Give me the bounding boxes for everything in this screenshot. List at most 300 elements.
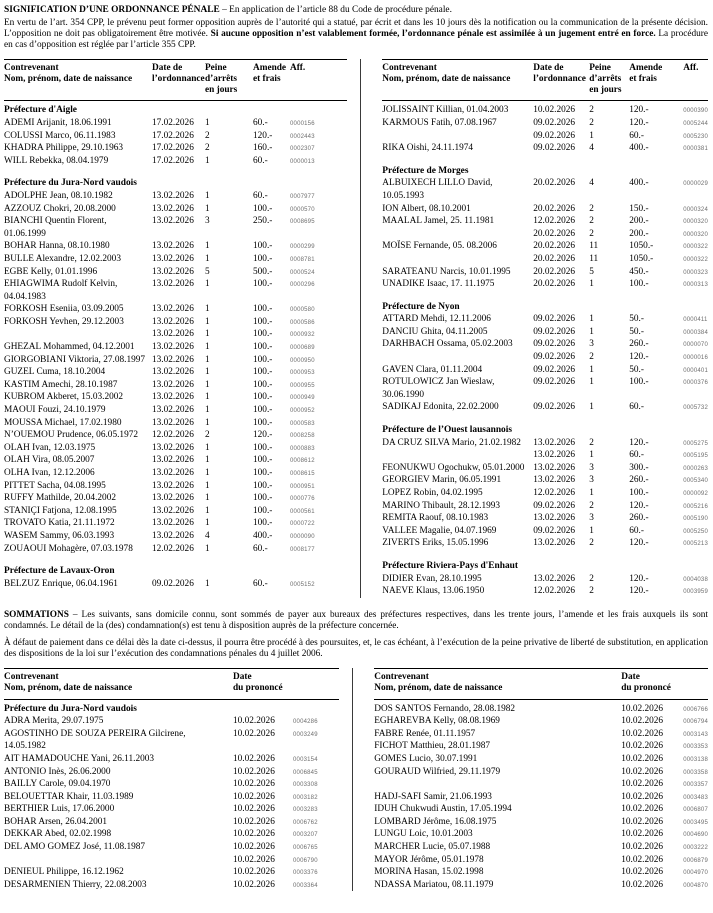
aff-number: 0000323 (683, 269, 708, 276)
aff-number: 0003222 (683, 845, 708, 852)
row-entries (621, 841, 708, 854)
row-entries (233, 766, 339, 779)
peine-days-cell: 2 (589, 228, 594, 239)
entry-line (152, 480, 347, 493)
date-cell: 10.02.2026 (621, 753, 664, 764)
table-row (382, 376, 708, 401)
table-row (4, 240, 347, 253)
table-header (4, 668, 339, 699)
aff-number: 0000524 (290, 269, 315, 276)
aff-number: 0003364 (293, 882, 318, 889)
aff-number: 0005230 (683, 133, 708, 140)
amende-cell: 120.- (253, 430, 273, 441)
date-cell: 12.02.2026 (533, 216, 576, 227)
row-entries (152, 379, 347, 392)
prefecture-section (382, 301, 708, 414)
aff-number: 0006762 (293, 819, 318, 826)
name-cell: BELOUETTAR Khair, 11.03.1989 (4, 791, 134, 802)
name-cell: ROTULOWICZ Jan Wieslaw, 30.06.1990 (382, 377, 495, 400)
row-entries (152, 505, 347, 518)
row-entries (152, 543, 347, 556)
date-cell: 17.02.2026 (152, 143, 194, 154)
entry-line (621, 854, 708, 867)
prefecture-section (4, 177, 347, 555)
table-row (382, 487, 708, 500)
row-entries (152, 155, 347, 168)
name-cell: BOHAR Arsen, 26.04.2001 (4, 816, 108, 827)
entry-line (233, 778, 339, 791)
entry-line (533, 278, 708, 291)
table-row (4, 517, 347, 530)
date-cell: 12.02.2026 (152, 430, 194, 441)
peine-days-cell: 1 (205, 342, 210, 353)
table-row (382, 142, 708, 155)
column-header-line: Contrevenant (374, 672, 429, 683)
row-entries (533, 215, 708, 240)
date-cell: 13.02.2026 (152, 493, 194, 504)
entry-line (152, 117, 347, 130)
aff-number: 0003143 (683, 731, 708, 738)
entry-line (152, 190, 347, 203)
date-cell: 13.02.2026 (152, 405, 194, 416)
row-entries (621, 866, 708, 879)
peine-days-cell: 2 (589, 538, 594, 549)
name-cell: DIDIER Evan, 28.10.1995 (382, 573, 482, 584)
peine-days-cell: 1 (205, 241, 210, 252)
amende-cell: 100.- (253, 518, 273, 529)
peine-days-cell: 11 (589, 253, 599, 264)
aff-number: 0000296 (290, 282, 315, 289)
date-cell: 13.02.2026 (152, 216, 194, 227)
prefecture-section (382, 165, 708, 291)
entry-line (533, 266, 708, 279)
peine-days-cell: 3 (589, 513, 594, 524)
table-row (382, 401, 708, 414)
entry-line (152, 253, 347, 266)
entry-line (152, 266, 347, 279)
name-cell: TROVATO Katia, 21.11.1972 (4, 518, 115, 529)
peine-days-cell: 1 (205, 329, 210, 340)
entry-line (533, 313, 708, 326)
row-entries (152, 240, 347, 253)
row-entries (233, 791, 339, 804)
sommations-section (4, 610, 708, 660)
date-cell: 10.02.2026 (621, 879, 664, 890)
table-row (382, 537, 708, 550)
column-header-contrevenant (382, 63, 533, 95)
column-header-line: Nom, prénom, date de naissance (374, 682, 503, 693)
peine-days-cell: 1 (589, 402, 594, 413)
table-row (4, 442, 347, 455)
entry-line (533, 215, 708, 228)
date-cell: 13.02.2026 (152, 417, 194, 428)
table-row (4, 753, 339, 766)
prefecture-section (4, 104, 347, 167)
peine-days-cell: 1 (589, 525, 594, 536)
entry-line (621, 753, 708, 766)
peine-days-cell: 4 (205, 530, 210, 541)
entry-line (621, 841, 708, 854)
table-row (4, 155, 347, 168)
aff-number: 0005213 (683, 541, 708, 548)
column-header-line: du prononcé (621, 682, 671, 693)
date-cell: 10.02.2026 (233, 804, 275, 815)
amende-cell: 100.- (253, 480, 273, 491)
entry-line (152, 341, 347, 354)
amende-cell: 60.- (629, 450, 644, 461)
section-title: Préfecture de Lavaux-Oron (4, 566, 115, 577)
name-cell: ANTONIO Inès, 26.06.2000 (4, 766, 111, 777)
entry-line (533, 326, 708, 339)
entry-line (152, 517, 347, 530)
date-cell: 10.02.2026 (233, 854, 275, 865)
amende-cell: 100.- (253, 241, 273, 252)
date-cell: 17.02.2026 (152, 130, 194, 141)
name-cell: UNADIKE Isaac, 17. 11.1975 (382, 279, 495, 290)
date-cell: 13.02.2026 (152, 455, 194, 466)
aff-number: 0000156 (290, 120, 315, 127)
table-row (4, 215, 347, 240)
entry-line (233, 879, 339, 892)
entry-line (152, 543, 347, 556)
aff-number: 0000263 (683, 465, 708, 472)
peine-days-cell: 5 (589, 266, 594, 277)
entry-line (621, 740, 708, 753)
date-cell: 10.02.2026 (233, 791, 275, 802)
entry-line (233, 728, 339, 741)
aff-number: 0000313 (683, 282, 708, 289)
row-entries (533, 537, 708, 550)
peine-days-cell: 2 (589, 105, 594, 116)
name-cell: AZZOUZ Chokri, 20.08.2000 (4, 203, 116, 214)
aff-number: 0003959 (683, 589, 708, 596)
name-cell: DA CRUZ SILVA Mario, 21.02.1982 (382, 437, 521, 448)
table-row (4, 379, 347, 392)
name-cell: MARINO Thibault, 28.12.1993 (382, 500, 501, 511)
table-row (4, 879, 339, 892)
aff-number: 0000580 (290, 307, 315, 314)
amende-cell: 60.- (253, 190, 268, 201)
name-cell: LOMBARD Jérôme, 16.08.1975 (374, 816, 497, 827)
date-cell: 10.02.2026 (233, 716, 275, 727)
entry-line (152, 379, 347, 392)
row-entries (533, 376, 708, 401)
row-entries (533, 266, 708, 279)
date-cell: 09.02.2026 (533, 402, 576, 413)
entry-line (621, 803, 708, 816)
aff-number: 0000320 (683, 231, 708, 238)
table-row (4, 203, 347, 216)
row-entries (233, 841, 339, 866)
table-row (4, 492, 347, 505)
name-cell: WASEM Sammy, 06.03.1993 (4, 530, 115, 541)
name-cell: ALBUIXECH LILLO David, 10.05.1993 (382, 178, 493, 201)
amende-cell: 100.- (253, 455, 273, 466)
table-row (4, 866, 339, 879)
table-row (4, 816, 339, 829)
entry-line (152, 328, 347, 341)
table-row (374, 753, 708, 766)
amende-cell: 1050.- (629, 253, 654, 264)
aff-number: 0000092 (683, 491, 708, 498)
entry-line (533, 487, 708, 500)
entry-line (152, 391, 347, 404)
row-entries (152, 354, 347, 367)
entry-line (152, 492, 347, 505)
peine-days-cell: 1 (205, 468, 210, 479)
peine-days-cell: 1 (205, 316, 210, 327)
aff-number: 0000411 (683, 317, 708, 324)
row-entries (533, 437, 708, 462)
amende-cell: 120.- (629, 105, 649, 116)
entry-line (233, 791, 339, 804)
entry-line (621, 828, 708, 841)
name-cell: ZIVERTS Eriks, 15.05.1996 (382, 538, 489, 549)
ordonnance-table-right (382, 59, 708, 597)
peine-days-cell: 11 (589, 241, 599, 252)
aff-number: 0000299 (290, 244, 315, 251)
aff-number: 0000883 (290, 445, 315, 452)
entry-line (152, 240, 347, 253)
table-row (374, 728, 708, 741)
peine-days-cell: 1 (589, 130, 594, 141)
row-entries (533, 313, 708, 326)
row-entries (533, 573, 708, 586)
table-row (374, 791, 708, 804)
date-cell: 17.02.2026 (152, 117, 194, 128)
entry-line (152, 215, 347, 228)
entry-line (533, 117, 708, 130)
entry-line (233, 766, 339, 779)
peine-days-cell: 1 (205, 405, 210, 416)
sommations-text-2: À défaut de paiement dans ce délai dès la date ci-dessus, il pourra être procédé à des poursuites, et, le cas échéant, à l’exécution de la peine privative de liberté de substitution, en application des dispositions de la loi sur l’exécution des condamnations pénales du 4 juillet 2006. (4, 637, 708, 660)
name-cell: GHEZAL Mohammed, 04.12.2001 (4, 342, 135, 353)
date-cell: 09.02.2026 (533, 364, 576, 375)
entry-line (533, 437, 708, 450)
peine-days-cell: 2 (205, 143, 210, 154)
amende-cell: 120.- (629, 437, 649, 448)
table-row (4, 429, 347, 442)
column-header-line: Contrevenant (4, 63, 59, 74)
name-cell: DOS SANTOS Fernando, 28.08.1982 (374, 703, 516, 714)
name-cell: WILL Rebekka, 08.04.1979 (4, 155, 109, 166)
date-cell: 09.02.2026 (533, 525, 576, 536)
peine-days-cell: 2 (589, 203, 594, 214)
aff-number: 0005195 (683, 453, 708, 460)
amende-cell: 200.- (629, 228, 649, 239)
date-cell: 10.02.2026 (621, 766, 664, 777)
date-cell: 10.02.2026 (233, 779, 275, 790)
date-cell: 10.02.2026 (233, 766, 275, 777)
date-cell: 10.02.2026 (621, 703, 664, 714)
signification-title: SIGNIFICATION D’UNE ORDONNANCE PÉNALE (4, 5, 220, 15)
date-cell: 13.02.2026 (152, 190, 194, 201)
row-entries (533, 401, 708, 414)
amende-cell: 120.- (629, 352, 649, 363)
aff-number: 0004870 (683, 882, 708, 889)
name-cell: BOHAR Hanna, 08.10.1980 (4, 241, 110, 252)
table-row (4, 354, 347, 367)
section-title: Préfecture du Jura-Nord vaudois (4, 178, 137, 189)
table-row (4, 341, 347, 354)
row-entries (533, 338, 708, 363)
row-entries (152, 142, 347, 155)
name-cell: RIKA Oishi, 24.11.1974 (382, 143, 474, 154)
peine-days-cell: 1 (205, 518, 210, 529)
table-row (4, 253, 347, 266)
date-cell: 10.02.2026 (233, 829, 275, 840)
table-row (382, 203, 708, 216)
amende-cell: 100.- (253, 367, 273, 378)
aff-number: 0000384 (683, 329, 708, 336)
name-cell: KASTIM Amechi, 28.10.1987 (4, 379, 118, 390)
column-header-line: en jours (589, 84, 622, 95)
table-row (382, 104, 708, 117)
row-entries (152, 467, 347, 480)
aff-number: 0000722 (290, 521, 315, 528)
date-cell: 20.02.2026 (533, 279, 576, 290)
column-header-line: et frais (629, 73, 657, 84)
name-cell: ATTARD Mehdi, 12.11.2006 (382, 314, 491, 325)
table-row (4, 117, 347, 130)
row-entries (152, 578, 347, 591)
column-header-aff (290, 63, 347, 95)
aff-number: 0000029 (683, 181, 708, 188)
amende-cell: 100.- (253, 253, 273, 264)
section-title: Préfecture du Jura-Nord vaudois (4, 703, 137, 714)
date-cell: 10.02.2026 (621, 829, 664, 840)
table-row (382, 278, 708, 291)
date-cell: 12.02.2026 (152, 543, 194, 554)
date-cell: 10.02.2026 (533, 105, 576, 116)
column-header-line: Peine (589, 63, 611, 74)
amende-cell: 100.- (253, 203, 273, 214)
entry-line (152, 278, 347, 291)
entry-line (152, 467, 347, 480)
date-cell: 10.02.2026 (621, 716, 664, 727)
table-row (374, 703, 708, 716)
aff-number: 0003138 (683, 756, 708, 763)
aff-number: 0002307 (290, 146, 315, 153)
date-cell: 13.02.2026 (152, 329, 194, 340)
row-entries (233, 816, 339, 829)
entry-line (533, 253, 708, 266)
row-entries (233, 803, 339, 816)
aff-number: 0005244 (683, 120, 708, 127)
entry-line (152, 417, 347, 430)
table-header (382, 59, 708, 101)
row-entries (152, 429, 347, 442)
aff-number: 0000932 (290, 332, 315, 339)
row-entries (533, 177, 708, 202)
table-row (4, 791, 339, 804)
table-row (4, 530, 347, 543)
table-row (4, 766, 339, 779)
row-entries (152, 404, 347, 417)
section-title: Préfecture de l’Ouest lausannois (382, 425, 512, 436)
amende-cell: 120.- (629, 538, 649, 549)
peine-days-cell: 2 (589, 216, 594, 227)
date-cell: 10.02.2026 (621, 791, 664, 802)
column-header-line: Aff. (683, 63, 699, 74)
name-cell: OLHA Ivan, 12.12.2006 (4, 468, 95, 479)
date-cell: 13.02.2026 (152, 518, 194, 529)
column-header-contrevenant (4, 672, 233, 693)
date-cell: 17.02.2026 (152, 155, 194, 166)
table-row (4, 467, 347, 480)
column-header-line: Amende (253, 63, 287, 74)
entry-line (621, 879, 708, 892)
sommations-label: SOMMATIONS (4, 609, 69, 620)
aff-number: 0006766 (683, 706, 708, 713)
peine-days-cell: 2 (589, 117, 594, 128)
row-entries (621, 753, 708, 766)
entry-line (533, 376, 708, 389)
aff-number: 0005250 (683, 528, 708, 535)
name-cell: DENIEUL Philippe, 16.12.1962 (4, 867, 124, 878)
aff-number: 0003483 (683, 794, 708, 801)
row-entries (621, 854, 708, 867)
name-cell: OLAH Vira, 08.05.2007 (4, 455, 95, 466)
peine-days-cell: 1 (205, 253, 210, 264)
aff-number: 0004038 (683, 576, 708, 583)
peine-days-cell: 2 (589, 573, 594, 584)
column-header-line: en jours (205, 84, 238, 95)
section-title: Préfecture d'Aigle (4, 105, 77, 116)
entry-line (533, 585, 708, 598)
column-header-line: Date (621, 672, 640, 683)
entry-line (621, 778, 708, 791)
entry-line (533, 474, 708, 487)
entry-line (233, 753, 339, 766)
prefecture-section (4, 703, 339, 892)
table-row (4, 130, 347, 143)
signification-title-suffix: – En application de l’article 88 du Code de procédure pénale. (219, 5, 452, 15)
aff-number: 0003249 (293, 731, 318, 738)
row-entries (152, 266, 347, 279)
date-cell: 09.02.2026 (533, 130, 576, 141)
row-entries (152, 253, 347, 266)
date-cell: 20.02.2026 (533, 241, 576, 252)
peine-days-cell: 4 (589, 143, 594, 154)
peine-days-cell: 3 (589, 475, 594, 486)
amende-cell: 100.- (253, 468, 273, 479)
signification-text-bold: Si aucune opposition n’est valablement formée, l’ordonnance pénale est assimilée à un jugement entré en force. (210, 29, 656, 40)
table-row (374, 766, 708, 791)
entry-line (621, 703, 708, 716)
peine-days-cell: 2 (589, 586, 594, 597)
aff-number: 0006765 (293, 845, 318, 852)
peine-days-cell: 2 (589, 500, 594, 511)
name-cell: N’OUEMOU Prudence, 06.05.1972 (4, 430, 139, 441)
column-header-line: d’arrêts (205, 73, 238, 84)
peine-days-cell: 1 (205, 480, 210, 491)
prefecture-section (382, 560, 708, 598)
date-cell: 09.02.2026 (533, 326, 576, 337)
name-cell: EHIAGWIMA Rudolf Kelvin, 04.04.1983 (4, 279, 118, 302)
row-entries (233, 866, 339, 879)
peine-days-cell: 1 (589, 488, 594, 499)
aff-number: 0005152 (290, 581, 315, 588)
row-entries (533, 117, 708, 142)
aff-number: 0000570 (290, 206, 315, 213)
name-cell: NDASSA Mariatou, 08.11.1979 (374, 879, 494, 890)
column-header-amende (629, 63, 683, 95)
aff-number: 0003182 (293, 794, 318, 801)
date-cell: 10.02.2026 (621, 816, 664, 827)
name-cell: OLAH Ivan, 12.03.1975 (4, 442, 96, 453)
column-header-contrevenant (4, 63, 152, 95)
